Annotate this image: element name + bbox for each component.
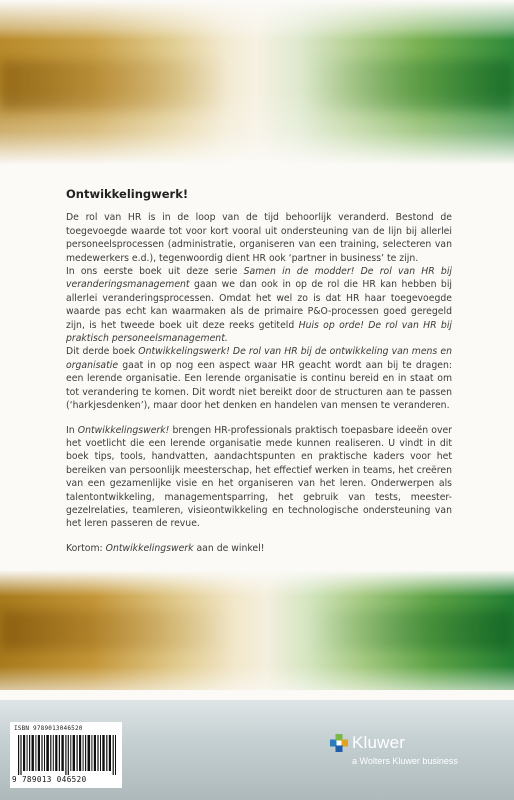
book-three-title: Ontwikkelingswerk! De rol van HR bij de ontwikkeling van mens en organisatie — [66, 346, 452, 371]
paragraph-contents: In Ontwikkelingswerk! brengen HR-professionals praktisch toepasbare ideeën over het voetlicht die een lerende organisatie mede kunnen realiseren. U vindt in dit boek tips, tools, handvatten, aandachtspunten en praktische kaders voor het bereiken van persoonlijk meesterschap, het effectief werken in teams, het creëren van een gezamenlijke visie en het organiseren van het leren. Onderwerpen als talentontwikkeling, managementsparring, het gebruik van tests, meester-gezelrelaties, teamleren, visieontwikkeling en technologische ondersteuning van het leren passeren de revue. — [66, 424, 452, 530]
barcode-digits: 9 789013 046520 — [12, 775, 87, 784]
barcode — [10, 722, 122, 788]
publisher-name: Kluwer — [352, 733, 406, 752]
top-band-shadow — [0, 60, 514, 110]
barcode-bars-icon — [18, 735, 116, 775]
publisher-tagline: a Wolters Kluwer business — [352, 756, 458, 766]
top-band-fade — [0, 0, 514, 40]
paragraph-series: In ons eerste boek uit deze serie Samen in de modder! De rol van HR bij veranderingsmanagement gaan we dan ook in op de rol die HR kan hebben bij allerlei veranderingsprocessen. Omdat het wel zo is dat HR haar toegevoegde waarde pas echt kan waarmaken als de primaire P&O-processen goed geregeld zijn, is het tweede boek uit deze reeks getiteld Huis op orde! De rol van HR bij praktisch personeelsmanagement. — [66, 266, 452, 345]
book-title: Ontwikkelingwerk! — [66, 187, 189, 201]
back-cover-text — [66, 188, 452, 555]
isbn-label: ISBN 9789013046520 — [14, 725, 83, 732]
book-one-title: Samen in de modder! De rol van HR bij veranderingsmanagement — [66, 266, 452, 291]
publisher-logo — [330, 733, 500, 773]
bottom-band-shadow — [0, 610, 514, 650]
paragraph-intro: De rol van HR is in de loop van de tijd behoorlijk veranderd. Bestond de toegevoegde waarde tot voor kort vooral uit ondersteuning van de lijn bij allerlei personeelsprocessen (administratie, organiseren van een training, selecteren van medewerkers e.d.), tegenwoordig dient HR ook ‘partner in business’ te zijn. — [66, 212, 452, 264]
kluwer-logo-mark-icon — [330, 734, 348, 752]
book-two-title: Huis op orde! De rol van HR bij praktisch personeelsmanagement. — [66, 319, 452, 345]
paragraph-closing: Kortom: Ontwikkelingswerk aan de winkel! — [66, 542, 265, 554]
paragraph-third-book: Dit derde boek Ontwikkelingswerk! De rol van HR bij de ontwikkeling van mens en organisatie gaat in op nog een aspect waar HR geacht wordt aan bij te dragen: een lerende organisatie. Een lerende organisatie is continu bereid en in staat om tot verandering te komen. Dit wordt niet bereikt door de structuren aan te passen (‘harkjesdenken’), maar door het denken en handelen van mensen te veranderen. — [66, 346, 452, 412]
